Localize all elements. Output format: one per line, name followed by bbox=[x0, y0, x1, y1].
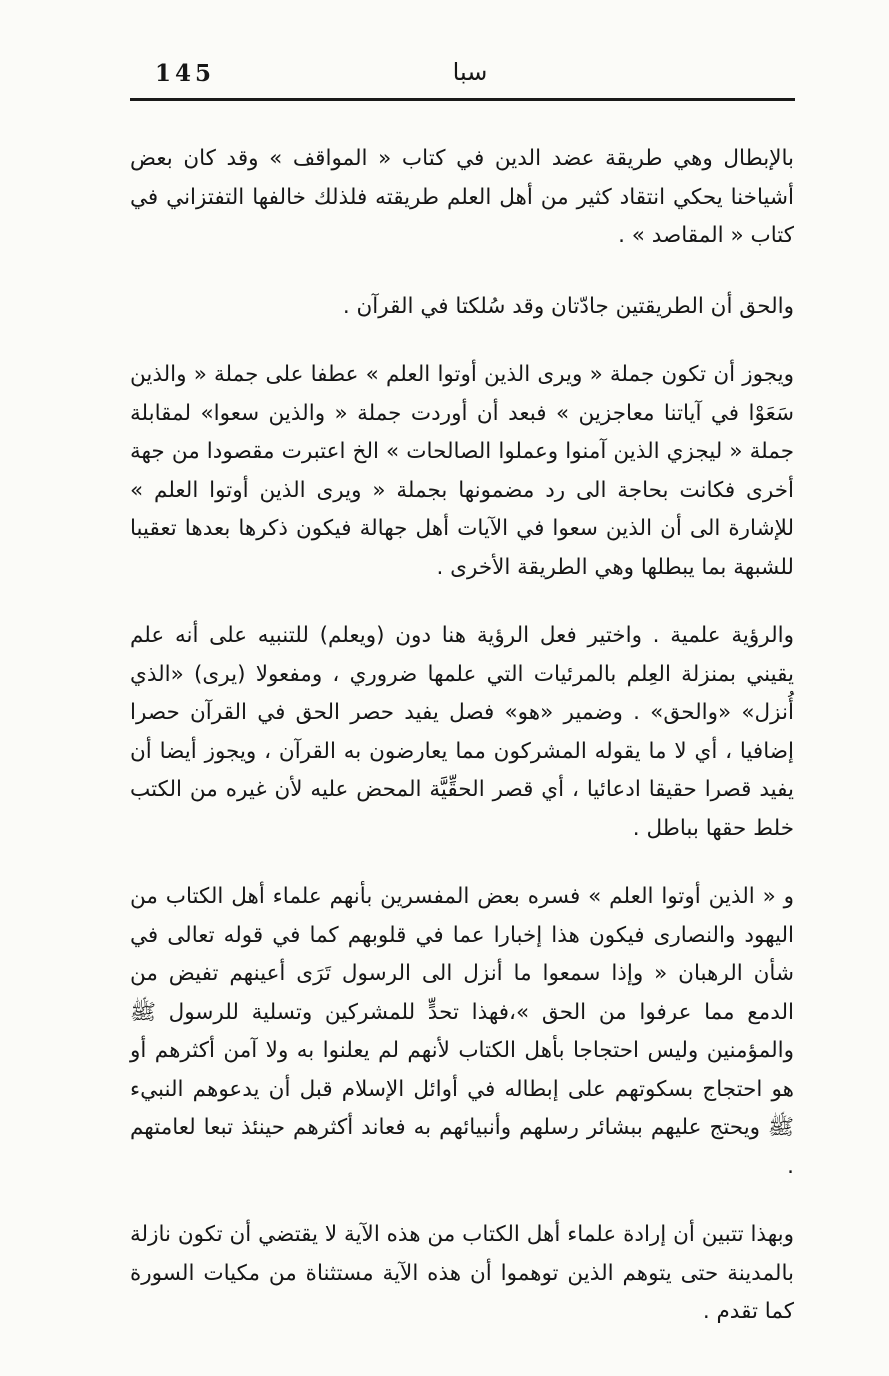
running-head: سبا bbox=[452, 58, 488, 86]
paragraph: ويجوز أن تكون جملة « ويرى الذين أوتوا العلم » عطفا على جملة « والذين سَعَوْا في آياتنا معاجزين » فبعد أن أوردت جملة « والذين سعوا» لمقابلة جملة « ليجزي الذين آمنوا وعملوا الصالحات » الخ اعتبرت مقصودا من جهة أخرى فكانت بحاجة الى رد مضمونها بجملة « ويرى الذين أوتوا العلم » للإشارة الى أن الذين سعوا في الآيات أهل جهالة فيكون ذكرها بعدها تعقيبا للشبهة بما يبطلها وهي الطريقة الأخرى . bbox=[130, 362, 794, 580]
paragraph: والرؤية علمية . واختير فعل الرؤية هنا دون (ويعلم) للتنبيه على أنه علم يقيني بمنزلة العِلم بالمرئيات التي علمها ضروري ، ومفعولا (يرى) «الذي أُنزل» «والحق» . وضمير «هو» فصل يفيد حصر الحق في القرآن حصرا إضافيا ، أي لا ما يقوله المشركون مما يعارضون به القرآن ، ويجوز أيضا أن يفيد قصرا حقيقا ادعائيا ، أي قصر الحقِّيَّة المحض عليه لأن غيره من الكتب خلط حقها بباطل . bbox=[130, 623, 794, 841]
paragraph: وبهذا تتبين أن إرادة علماء أهل الكتاب من هذه الآية لا يقتضي أن تكون نازلة بالمدينة حتى يتوهم الذين توهموا أن هذه الآية مستثناة من مكيات السورة كما تقدم . bbox=[130, 1222, 794, 1324]
paragraph: و « الذين أوتوا العلم » فسره بعض المفسرين بأنهم علماء أهل الكتاب من اليهود والنصارى فيكون هذا إخبارا عما في قلوبهم كما في قوله تعالى في شأن الرهبان « وإذا سمعوا ما أنزل الى الرسول تَرَى أعينهم تفيض من الدمع مما عرفوا من الحق »،فهذا تحدٍّ للمشركين وتسلية للرسول ﷺ والمؤمنين وليس احتجاجا بأهل الكتاب لأنهم لم يعلنوا به ولا آمن أكثرهم أو هو احتجاج بسكوتهم على إبطاله في أوائل الإسلام قبل أن يدعوهم النبيء ﷺ ويحتج عليهم ببشائر رسلهم وأنبيائهم به فعاند أكثرهم حينئذ تبعا لعامتهم . bbox=[130, 884, 794, 1179]
page-header bbox=[130, 58, 795, 98]
paragraph: والحق أن الطريقتين جادّتان وقد سُلكتا في القرآن . bbox=[342, 293, 794, 319]
page-number: 145 bbox=[155, 60, 216, 87]
body-text bbox=[130, 140, 794, 1332]
paragraph: بالإبطال وهي طريقة عضد الدين في كتاب « المواقف » وقد كان بعض أشياخنا يحكي انتقاد كثير من أهل العلم طريقته فلذلك خالفها التفتزاني في كتاب « المقاصد » . bbox=[130, 146, 794, 248]
header-rule bbox=[130, 98, 795, 101]
